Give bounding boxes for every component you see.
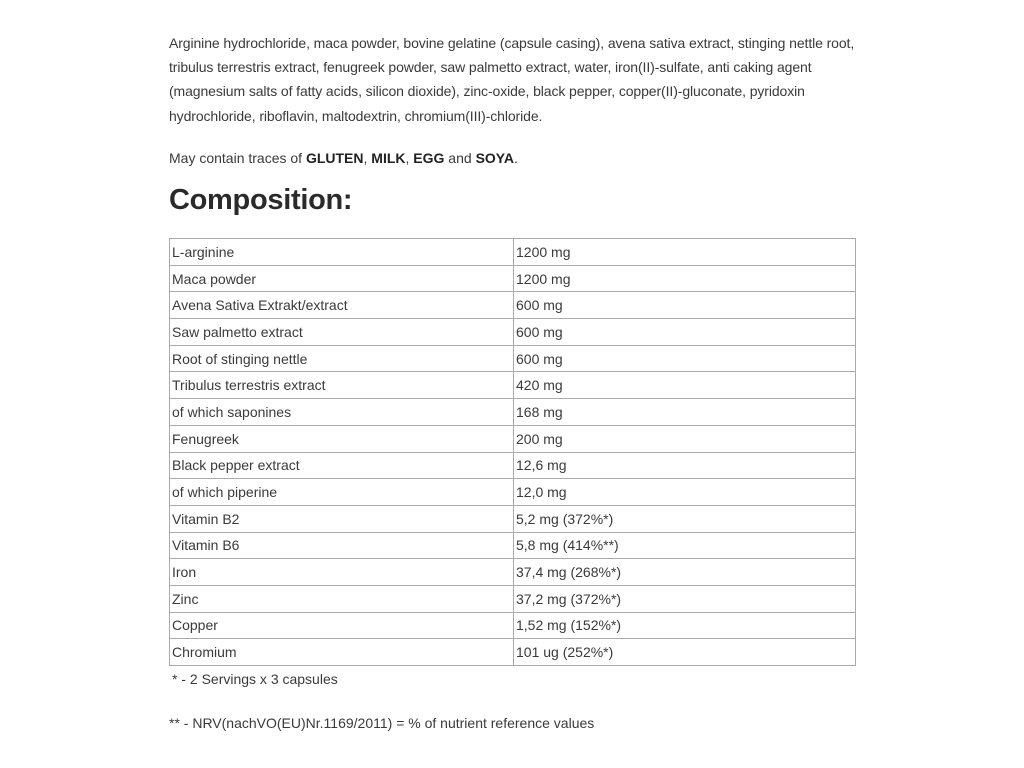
allergen-soya: SOYA — [475, 149, 514, 166]
table-row — [170, 345, 856, 372]
amount-cell: 600 mg — [514, 292, 856, 319]
allergen-gluten: GLUTEN — [305, 149, 364, 166]
ingredient-cell: of which saponines — [170, 399, 514, 426]
ingredient-cell: Iron — [170, 559, 514, 586]
ingredient-cell: Copper — [170, 612, 514, 639]
amount-cell: 12,0 mg — [514, 479, 856, 506]
allergen-egg: EGG — [413, 149, 445, 166]
amount-cell: 1200 mg — [514, 265, 856, 292]
ingredient-cell: Zinc — [170, 585, 514, 612]
amount-cell: 101 ug (252%*) — [514, 639, 856, 666]
ingredient-cell: of which piperine — [170, 479, 514, 506]
allergen-milk: MILK — [371, 149, 406, 166]
amount-cell: 168 mg — [514, 399, 856, 426]
table-row — [170, 319, 856, 346]
ingredient-cell: L-arginine — [170, 239, 514, 266]
ingredient-cell: Fenugreek — [170, 425, 514, 452]
amount-cell: 37,2 mg (372%*) — [514, 585, 856, 612]
ingredient-cell: Tribulus terrestris extract — [170, 372, 514, 399]
table-row — [170, 585, 856, 612]
sep: and — [444, 149, 476, 166]
allergen-prefix: May contain traces of — [169, 149, 306, 166]
composition-heading: Composition: — [169, 183, 353, 216]
amount-cell: 600 mg — [514, 319, 856, 346]
amount-cell: 420 mg — [514, 372, 856, 399]
sep: , — [405, 149, 414, 166]
table-row — [170, 265, 856, 292]
amount-cell: 12,6 mg — [514, 452, 856, 479]
table-row — [170, 239, 856, 266]
ingredient-cell: Black pepper extract — [170, 452, 514, 479]
sep: , — [363, 149, 372, 166]
table-row — [170, 452, 856, 479]
content — [169, 31, 859, 218]
table-row — [170, 479, 856, 506]
footnote-nrv: ** - NRV(nachVO(EU)Nr.1169/2011) = % of nutrient reference values — [169, 715, 595, 731]
amount-cell: 1,52 mg (152%*) — [514, 612, 856, 639]
ingredient-cell: Chromium — [170, 639, 514, 666]
ingredient-cell: Maca powder — [170, 265, 514, 292]
amount-cell: 600 mg — [514, 345, 856, 372]
table-row — [170, 425, 856, 452]
footnote-servings: * - 2 Servings x 3 capsules — [172, 671, 338, 687]
amount-cell: 37,4 mg (268%*) — [514, 559, 856, 586]
ingredient-cell: Vitamin B2 — [170, 505, 514, 532]
table-row — [170, 639, 856, 666]
ingredient-cell: Vitamin B6 — [170, 532, 514, 559]
table-row — [170, 372, 856, 399]
table-row — [170, 532, 856, 559]
amount-cell: 200 mg — [514, 425, 856, 452]
ingredient-cell: Root of stinging nettle — [170, 345, 514, 372]
table-row — [170, 612, 856, 639]
table-row — [170, 399, 856, 426]
ingredient-cell: Avena Sativa Extrakt/extract — [170, 292, 514, 319]
ingredient-cell: Saw palmetto extract — [170, 319, 514, 346]
table-row — [170, 559, 856, 586]
ingredients-text: Arginine hydrochloride, maca powder, bovine gelatine (capsule casing), avena sativa extract, stinging nettle root, tribulus terrestris extract, fenugreek powder, saw palmetto extract, water, iron(II)-sulfate, anti caking agent (magnesium salts of fatty acids, silicon dioxide), zinc-oxide, black pepper, copper(II)-gluconate, pyridoxin hydrochloride, riboflavin, maltodextrin, chromium(III)-chloride. — [169, 35, 855, 124]
amount-cell: 1200 mg — [514, 239, 856, 266]
sep: . — [513, 149, 518, 166]
table-row — [170, 292, 856, 319]
table-row — [170, 505, 856, 532]
composition-table — [169, 238, 856, 666]
allergen-note — [169, 148, 859, 168]
amount-cell: 5,8 mg (414%**) — [514, 532, 856, 559]
amount-cell: 5,2 mg (372%*) — [514, 505, 856, 532]
